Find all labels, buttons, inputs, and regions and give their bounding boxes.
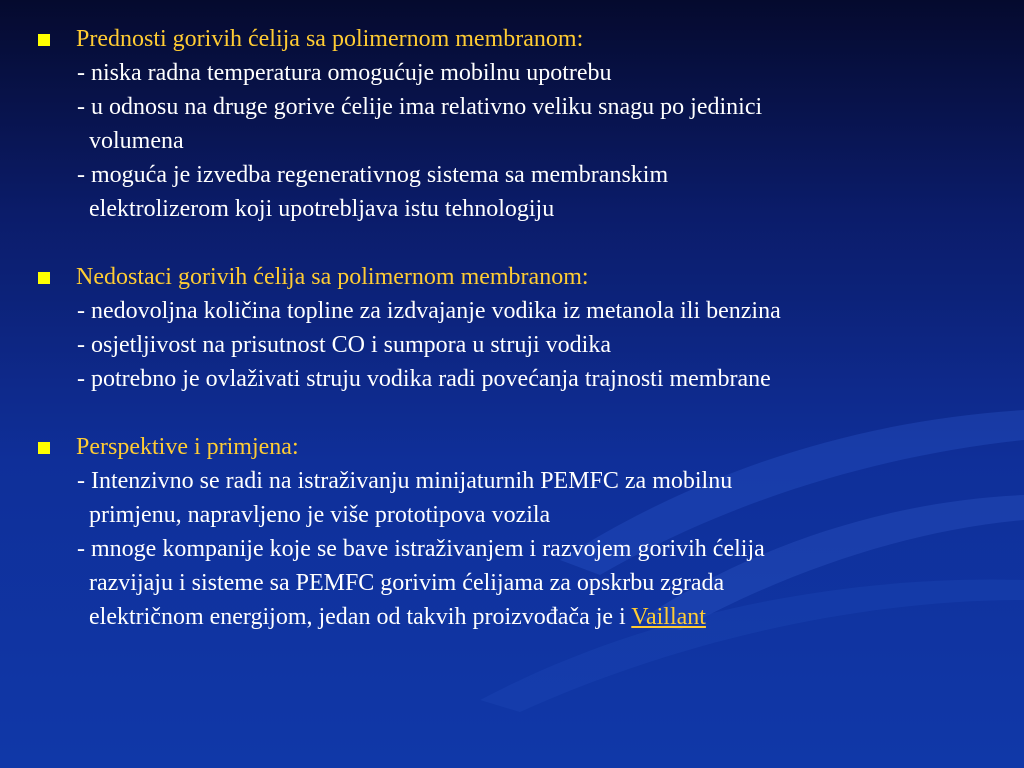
list-item: - u odnosu na druge gorive ćelije ima relativno veliku snagu po jedinici <box>77 94 763 120</box>
list-item-continuation: razvijaju i sisteme sa PEMFC gorivim ćelijama za opskrbu zgrada <box>89 570 725 596</box>
section-heading-row <box>38 260 998 294</box>
section-heading-row <box>38 430 998 464</box>
list-item-text: električnom energijom, jedan od takvih proizvođača je i <box>89 604 626 630</box>
section-advantages <box>38 22 998 226</box>
list-item: - niska radna temperatura omogućuje mobilnu upotrebu <box>77 60 612 86</box>
list-item: - mnoge kompanije koje se bave istraživanjem i razvojem gorivih ćelija <box>77 536 765 562</box>
list-item: - nedovoljna količina topline za izdvajanje vodika iz metanola ili benzina <box>77 298 781 324</box>
list-item-continuation: elektrolizerom koji upotrebljava istu tehnologiju <box>89 196 555 222</box>
section-perspectives <box>38 430 998 634</box>
section-heading: Nedostaci gorivih ćelija sa polimernom membranom: <box>76 264 589 290</box>
list-item: - moguća je izvedba regenerativnog sistema sa membranskim <box>77 162 669 188</box>
section-heading-row <box>38 22 998 56</box>
vaillant-link[interactable]: Vaillant <box>631 604 706 630</box>
list-item-continuation: volumena <box>89 128 184 154</box>
list-item-continuation <box>38 600 998 634</box>
section-heading: Perspektive i primjena: <box>76 434 299 460</box>
list-item: - Intenzivno se radi na istraživanju minijaturnih PEMFC za mobilnu <box>77 468 733 494</box>
list-item: - potrebno je ovlaživati struju vodika radi povećanja trajnosti membrane <box>77 366 771 392</box>
section-disadvantages <box>38 260 998 396</box>
square-bullet-icon <box>38 34 50 46</box>
square-bullet-icon <box>38 272 50 284</box>
list-item-continuation: primjenu, napravljeno je više prototipova vozila <box>89 502 551 528</box>
slide-content <box>38 22 998 668</box>
list-item: - osjetljivost na prisutnost CO i sumpora u struji vodika <box>77 332 611 358</box>
square-bullet-icon <box>38 442 50 454</box>
section-heading: Prednosti gorivih ćelija sa polimernom membranom: <box>76 26 584 52</box>
